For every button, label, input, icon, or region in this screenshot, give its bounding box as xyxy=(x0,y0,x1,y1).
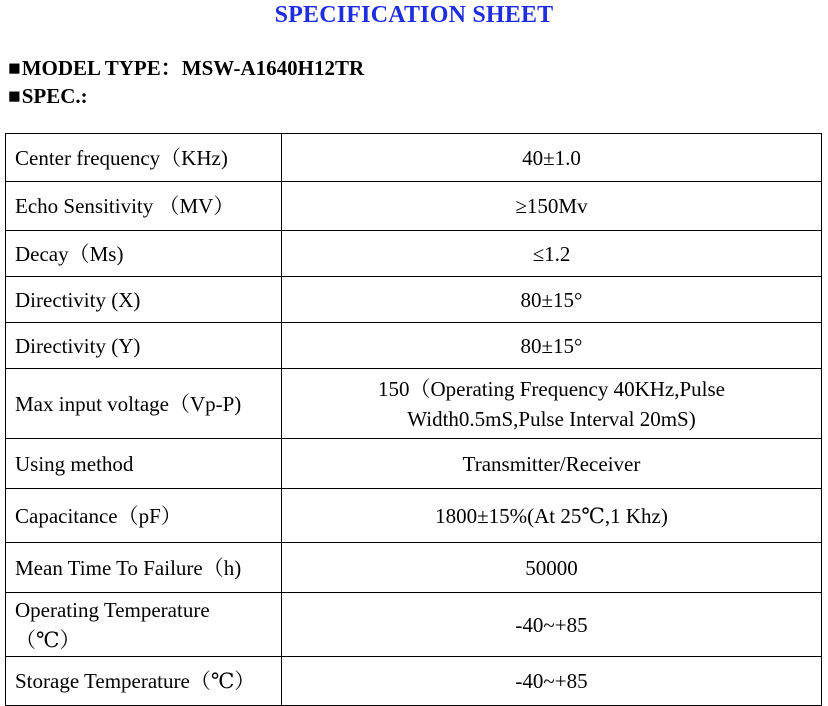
value-cell: Transmitter/Receiver xyxy=(282,439,822,489)
spec-heading xyxy=(8,84,88,109)
param-cell: Directivity (Y) xyxy=(6,323,282,369)
param-line: Operating Temperature xyxy=(15,597,210,622)
param-cell: Mean Time To Failure（h) xyxy=(6,543,282,593)
param-cell: Max input voltage（Vp-P) xyxy=(6,369,282,439)
table-row xyxy=(6,543,822,593)
value-cell: ≥150Mv xyxy=(282,182,822,231)
value-cell: 80±15° xyxy=(282,277,822,323)
value-cell: -40~+85 xyxy=(282,593,822,657)
table-row xyxy=(6,323,822,369)
table-row xyxy=(6,369,822,439)
value-cell: 50000 xyxy=(282,543,822,593)
param-line: （℃） xyxy=(15,627,81,652)
model-type-heading xyxy=(8,52,364,82)
value-cell: -40~+85 xyxy=(282,657,822,706)
table-row xyxy=(6,277,822,323)
param-cell: Echo Sensitivity （MV） xyxy=(6,182,282,231)
table-row xyxy=(6,182,822,231)
square-bullet-icon: ■ xyxy=(8,84,21,108)
param-cell: Using method xyxy=(6,439,282,489)
model-type-value: MSW-A1640H12TR xyxy=(181,56,365,80)
table-row xyxy=(6,489,822,543)
spec-table xyxy=(5,133,822,706)
spec-label: SPEC.: xyxy=(21,84,88,108)
param-cell: Directivity (X) xyxy=(6,277,282,323)
param-cell: Storage Temperature（℃） xyxy=(6,657,282,706)
value-cell: 1800±15%(At 25℃,1 Khz) xyxy=(282,489,822,543)
value-cell: ≤1.2 xyxy=(282,231,822,277)
model-type-label: MODEL TYPE： xyxy=(21,56,182,80)
page-title: SPECIFICATION SHEET xyxy=(274,2,554,28)
param-cell: Capacitance（pF） xyxy=(6,489,282,543)
square-bullet-icon: ■ xyxy=(8,56,21,80)
table-row xyxy=(6,134,822,182)
value-line: Width0.5mS,Pulse Interval 20mS) xyxy=(407,406,696,431)
param-cell: Center frequency（KHz) xyxy=(6,134,282,182)
value-line: 150（Operating Frequency 40KHz,Pulse xyxy=(377,376,725,401)
value-cell: 80±15° xyxy=(282,323,822,369)
param-cell xyxy=(6,593,282,657)
table-row xyxy=(6,593,822,657)
value-cell xyxy=(282,369,822,439)
value-cell: 40±1.0 xyxy=(282,134,822,182)
table-row xyxy=(6,231,822,277)
table-row xyxy=(6,439,822,489)
table-row xyxy=(6,657,822,706)
param-cell: Decay（Ms) xyxy=(6,231,282,277)
